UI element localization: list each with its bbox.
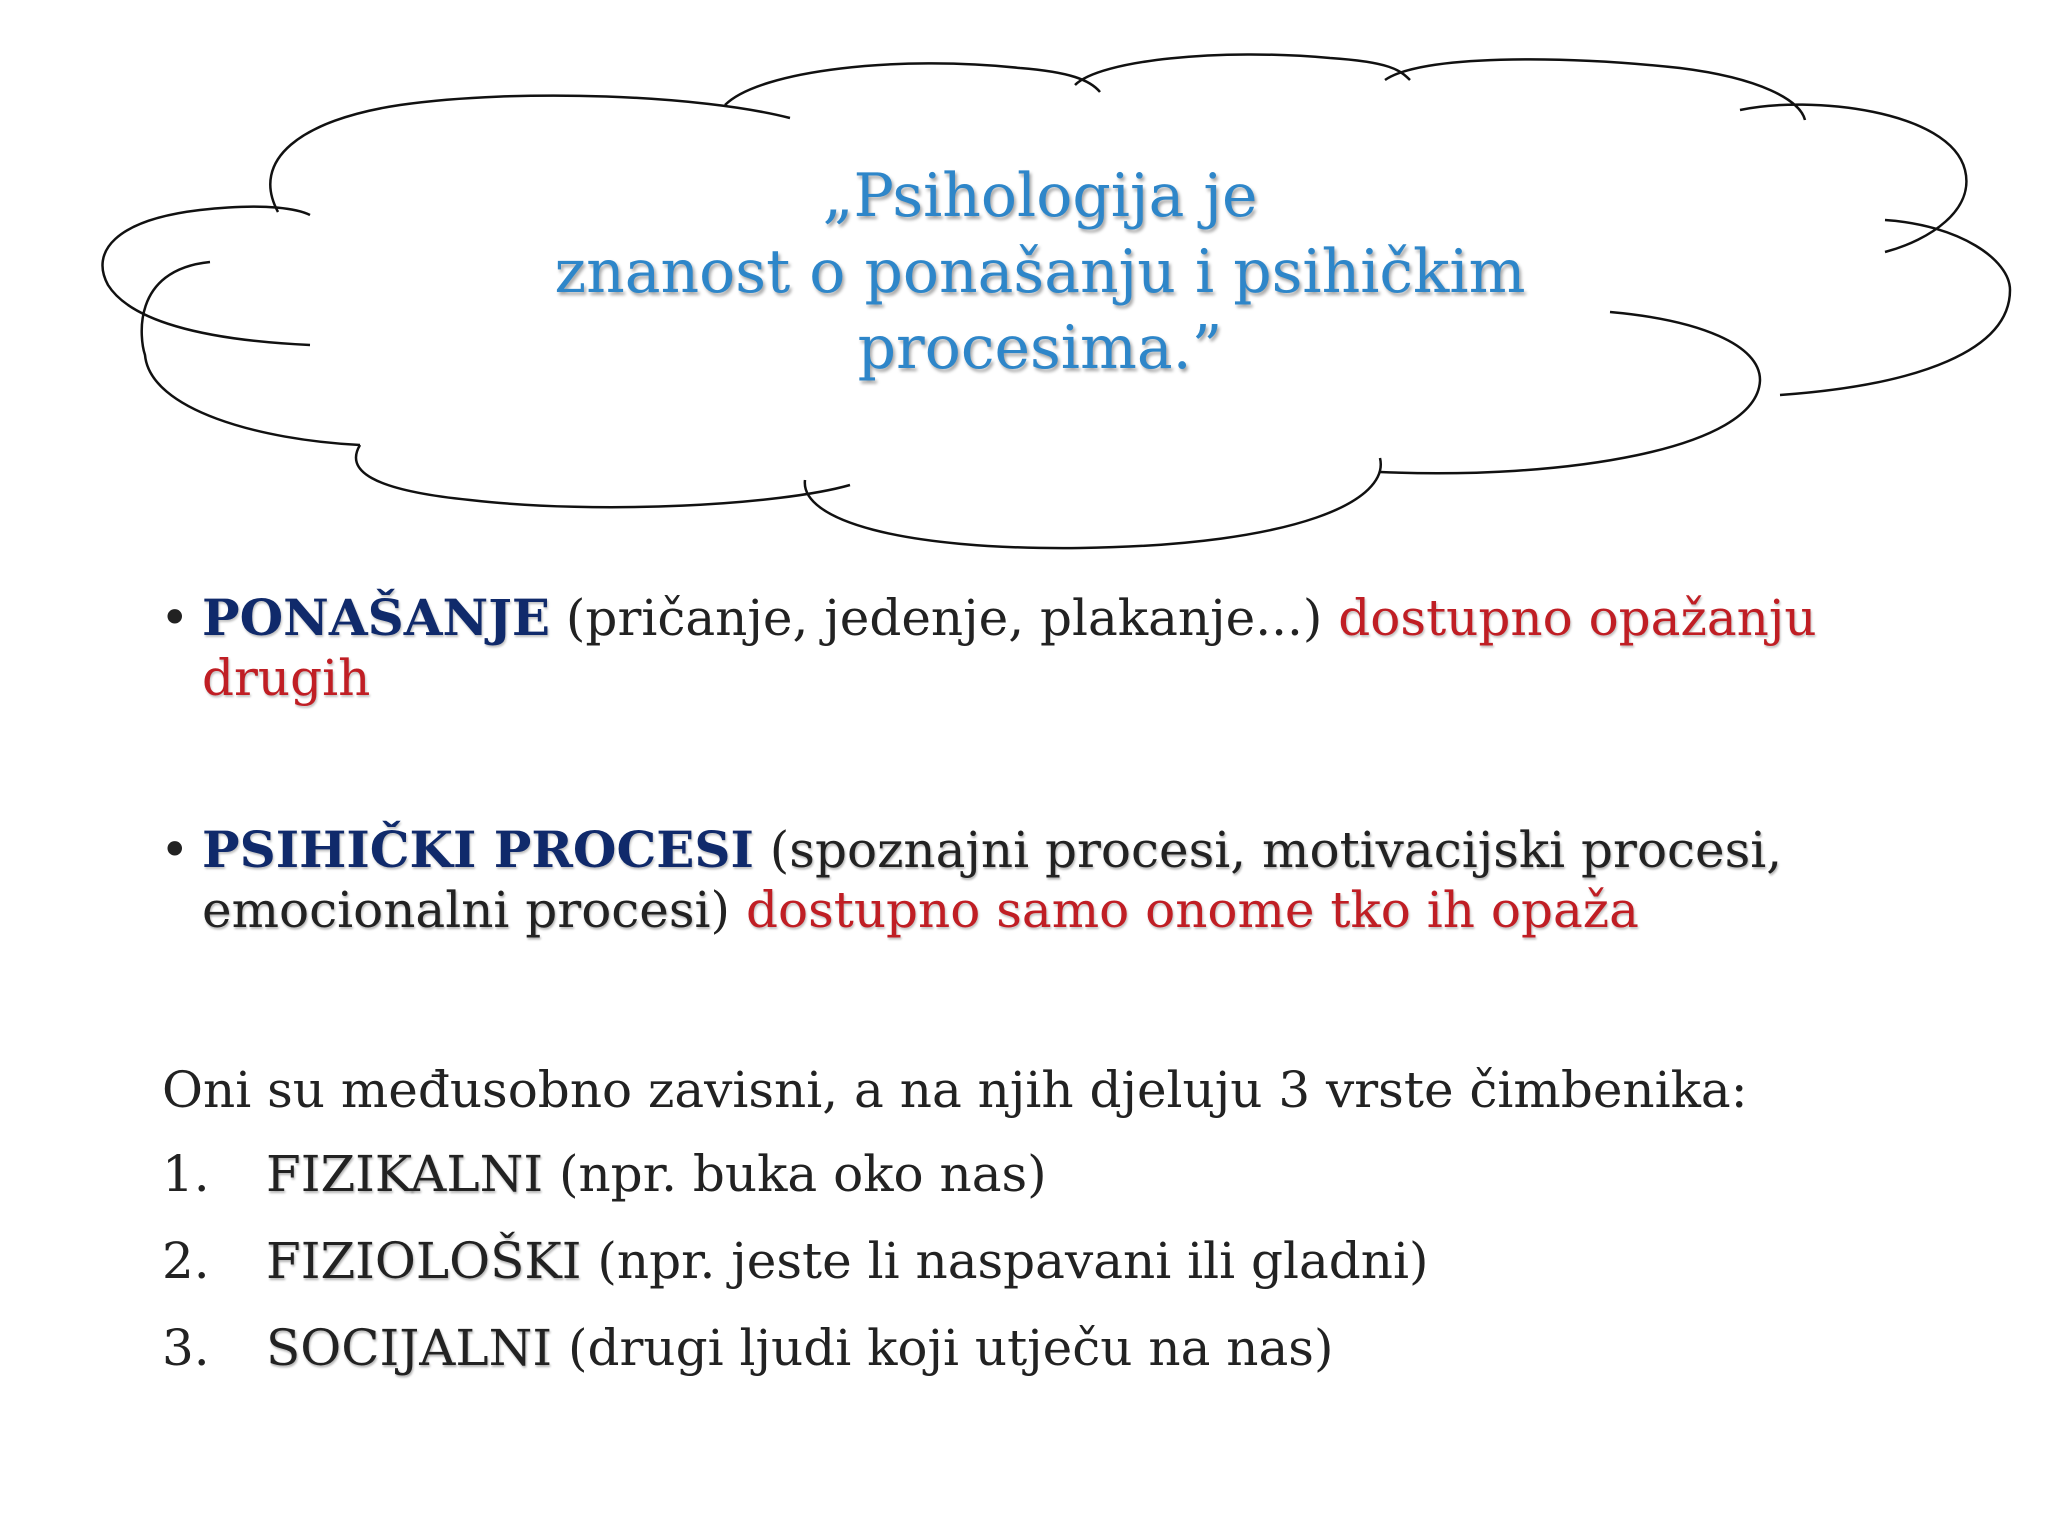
factor-number: 2.: [162, 1232, 210, 1290]
bullet-highlight: dostupno samo onome tko ih opaža: [745, 881, 1639, 939]
factor-term: FIZIKALNI: [266, 1145, 544, 1203]
bullet-marker: •: [160, 821, 190, 879]
factor-text: [266, 1231, 1429, 1291]
factor-term: FIZIOLOŠKI: [266, 1232, 582, 1290]
bullet-mental-processes: [160, 820, 1920, 940]
factor-item: [162, 1231, 1922, 1291]
bullet-paren-close: ): [710, 881, 746, 939]
quote-line-3: procesima.”: [857, 313, 1223, 383]
factor-term: SOCIJALNI: [266, 1319, 553, 1377]
factors-section: [162, 1060, 1922, 1405]
factor-number: 3.: [162, 1319, 210, 1377]
bullet-examples: (pričanje, jedenje, plakanje...): [550, 589, 1339, 647]
bullet-behaviour: [160, 588, 1920, 708]
factor-item: [162, 1144, 1922, 1204]
factor-desc: (drugi ljudi koji utječu na nas): [552, 1319, 1334, 1377]
bullet-term: PONAŠANJE: [202, 588, 551, 647]
quote-line-2: znanost o ponašanju i psihičkim: [554, 237, 1526, 307]
factors-intro: Oni su međusobno zavisni, a na njih djeluju 3 vrste čimbenika:: [162, 1061, 1748, 1119]
bullet-highlight: dostupno opažanju drugih: [202, 589, 1817, 707]
factor-number: 1.: [162, 1145, 210, 1203]
bullet-list: [160, 588, 1920, 1052]
factor-text: [266, 1318, 1333, 1378]
quote-line-1: „Psihologija je: [822, 161, 1258, 231]
bullet-term: PSIHIČKI PROCESI: [202, 820, 754, 879]
bullet-marker: •: [160, 589, 190, 647]
bullet-paren-open: (: [753, 821, 790, 879]
bullet-examples: spoznajni procesi, motivacijski procesi, emocionalni procesi: [202, 821, 1783, 939]
factor-item: [162, 1318, 1922, 1378]
factor-text: [266, 1144, 1047, 1204]
factor-desc: (npr. jeste li naspavani ili gladni): [581, 1232, 1429, 1290]
factor-desc: (npr. buka oko nas): [543, 1145, 1047, 1203]
definition-quote: [440, 158, 1640, 386]
